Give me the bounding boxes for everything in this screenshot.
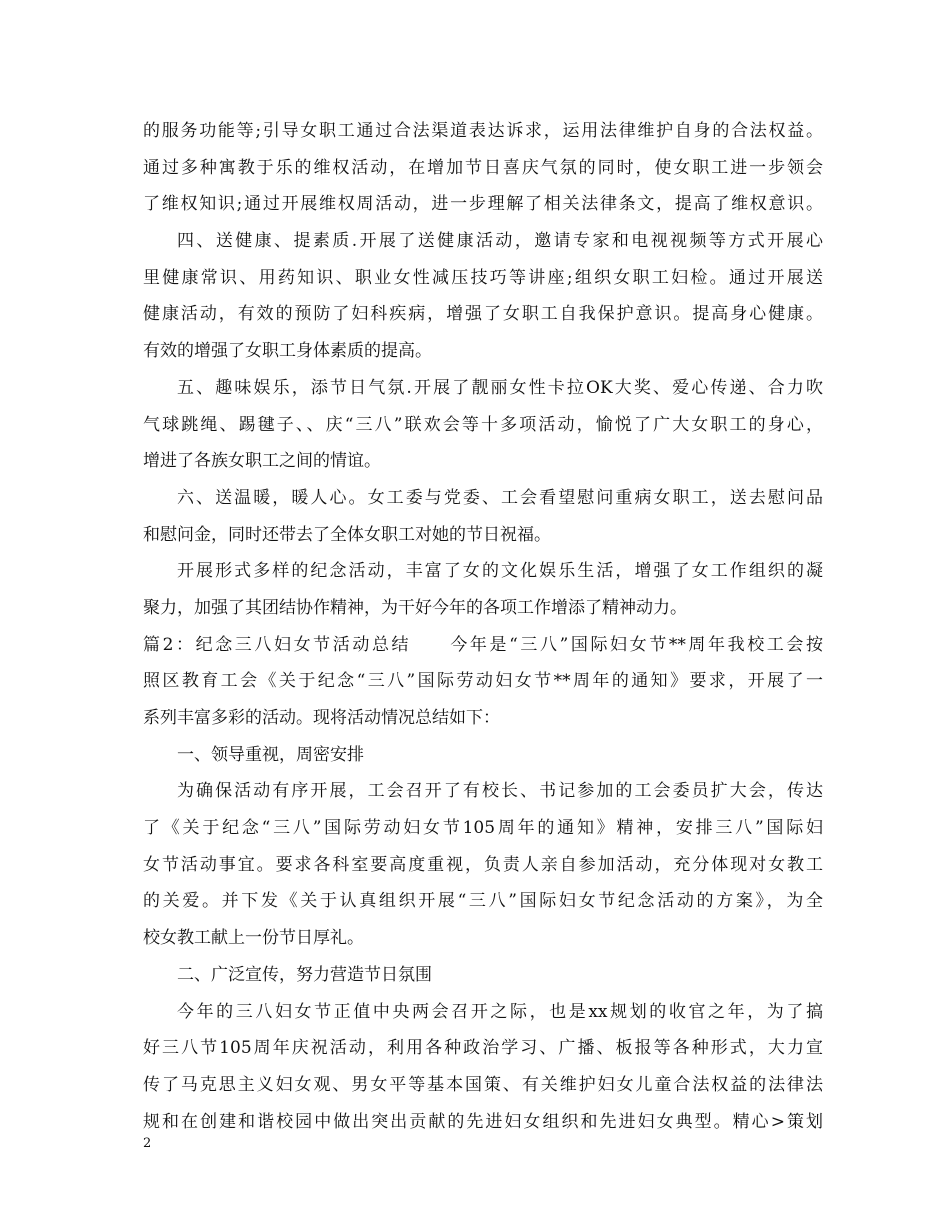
text-line: 的服务功能等;引导女职工通过合法渠道表达诉求，运用法律维护自身的合法权益。 — [143, 121, 823, 141]
text-line: 五、趣味娱乐，添节日气氛.开展了靓丽女性卡拉OK大奖、爱心传递、合力吹 — [177, 377, 823, 398]
text-line: 六、送温暖，暖人心。女工委与党委、工会看望慰问重病女职工，送去慰问品 — [177, 487, 823, 508]
text-line: 为确保活动有序开展，工会召开了有校长、书记参加的工会委员扩大会，传达 — [177, 781, 823, 802]
text-line: 里健康常识、用药知识、职业女性减压技巧等讲座;组织女职工妇检。通过开展送 — [143, 267, 823, 288]
text-line: 的关爱。并下发《关于认真组织开展“三八”国际妇女节纪念活动的方案》，为全 — [143, 891, 823, 912]
text-line: 通过多种寓教于乐的维权活动，在增加节日喜庆气氛的同时，使女职工进一步领会 — [143, 157, 823, 178]
text-line: 女节活动事宜。要求各科室要高度重视，负责人亲自参加活动，充分体现对女教工 — [143, 854, 823, 875]
text-line: 校女教工献上一份节日厚礼。 — [143, 928, 364, 949]
text-line: 健康活动，有效的预防了妇科疾病，增强了女职工自我保护意识。提高身心健康。 — [143, 304, 823, 325]
text-line: 聚力，加强了其团结协作精神，为干好今年的各项工作增添了精神动力。 — [143, 597, 687, 618]
text-line: 系列丰富多彩的活动。现将活动情况总结如下： — [143, 708, 500, 728]
section-heading: 二、广泛宣传，努力营造节日氛围 — [177, 964, 432, 985]
text-line: 四、送健康、提素质.开展了送健康活动，邀请专家和电视视频等方式开展心 — [177, 231, 823, 252]
text-line: 篇2：纪念三八妇女节活动总结 今年是“三八”国际妇女节**周年我校工会按 — [143, 634, 823, 655]
text-line: 开展形式多样的纪念活动，丰富了女的文化娱乐生活，增强了女工作组织的凝 — [177, 561, 823, 582]
text-line: 好三八节105周年庆祝活动，利用各种政治学习、广播、板报等各种形式，大力宣 — [143, 1038, 823, 1059]
text-line: 和慰问金，同时还带去了全体女职工对她的节日祝福。 — [143, 524, 551, 545]
text-line: 了《关于纪念“三八”国际劳动妇女节105周年的通知》精神，安排三八”国际妇 — [143, 818, 823, 839]
text-line: 今年的三八妇女节正值中央两会召开之际，也是xx规划的收官之年，为了搞 — [177, 1001, 823, 1022]
text-line: 有效的增强了女职工身体素质的提高。 — [143, 341, 432, 362]
text-line: 传了马克思主义妇女观、男女平等基本国策、有关维护妇女儿童合法权益的法律法 — [143, 1074, 823, 1095]
text-line: 增进了各族女职工之间的情谊。 — [143, 451, 381, 472]
text-line: 了维权知识;通过开展维权周活动，进一步理解了相关法律条文，提高了维权意识。 — [143, 194, 823, 215]
page-number: 2 — [143, 1136, 152, 1151]
text-line: 气球跳绳、踢毽子、、庆“三八”联欢会等十多项活动，愉悦了广大女职工的身心， — [143, 414, 823, 435]
section-heading: 一、领导重视，周密安排 — [177, 744, 364, 765]
text-line: 照区教育工会《关于纪念“三八”国际劳动妇女节**周年的通知》要求，开展了一 — [143, 671, 823, 692]
text-line: 规和在创建和谐校园中做出突出贡献的先进妇女组织和先进妇女典型。精心>策划 — [143, 1111, 823, 1132]
document-body — [143, 113, 823, 1140]
